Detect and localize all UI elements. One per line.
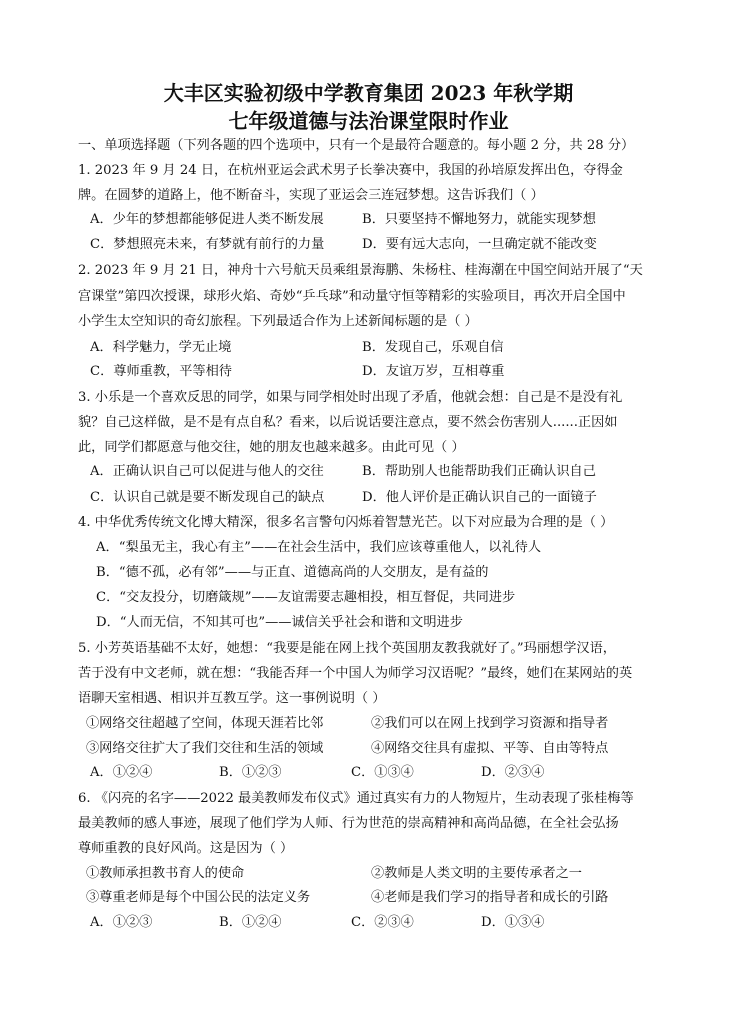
q1-stem-line1: 1. 2023 年 9 月 24 日，在杭州亚运会武术男子长拳决赛中，我国的孙培原发挥出色，夺得金 — [78, 163, 623, 178]
q2-option-a: A．科学魅力，学无止境 — [90, 340, 232, 355]
q5-option-d: D．②③④ — [481, 765, 545, 780]
q6-stem-line3: 尊师重教的良好风尚。这是因为（ ） — [78, 841, 294, 856]
q6-statement-1: ①教师承担教书育人的使命 — [86, 866, 245, 881]
q2-option-d: D．友谊万岁，互相尊重 — [362, 364, 505, 379]
q5-option-a: A．①②④ — [90, 765, 153, 780]
q6-statement-3: ③尊重老师是每个中国公民的法定义务 — [86, 890, 311, 905]
q1-option-c: C．梦想照亮未来，有梦就有前行的力量 — [90, 237, 325, 252]
q3-stem-line3: 此，同学们都愿意与他交往，她的朋友也越来越多。由此可见（ ） — [78, 440, 465, 455]
q4-option-b: B．“德不孤，必有邻”——与正直、道德高尚的人交朋友，是有益的 — [96, 565, 489, 580]
q3-stem-line1: 3. 小乐是一个喜欢反思的同学，如果与同学相处时出现了矛盾，他就会想：自己是不是没有礼 — [78, 390, 623, 405]
q5-option-c: C．①③④ — [351, 765, 414, 780]
exam-title-line2: 七年级道德与法治课堂限时作业 — [228, 109, 509, 133]
exam-title-line1: 大丰区实验初级中学教育集团 2023 年秋学期 — [163, 81, 574, 105]
q6-stem-line2: 最美教师的感人事迹，展现了他们学为人师、行为世范的崇高精神和高尚品德，在全社会弘扬 — [78, 816, 619, 831]
q5-statement-2: ②我们可以在网上找到学习资源和指导者 — [371, 716, 609, 731]
q2-stem-line1: 2. 2023 年 9 月 21 日，神舟十六号航天员乘组景海鹏、朱杨柱、桂海潮在中国空间站开展了“天 — [78, 263, 643, 278]
q2-option-b: B．发现自己，乐观自信 — [362, 340, 504, 355]
q1-stem-line2: 牌。在圆梦的道路上，他不断奋斗，实现了亚运会三连冠梦想。这告诉我们（ ） — [78, 188, 544, 203]
q4-option-a: A．“梨虽无主，我心有主”——在社会生活中，我们应该尊重他人，以礼待人 — [96, 540, 542, 555]
q2-stem-line2: 宫课堂”第四次授课，球形火焰、奇妙“乒乓球”和动量守恒等精彩的实验项目，再次开启全国中 — [78, 289, 626, 304]
q3-option-b: B．帮助别人也能帮助我们正确认识自己 — [362, 464, 596, 479]
q5-statement-3: ③网络交往扩大了我们交往和生活的领域 — [86, 741, 324, 756]
q5-statement-4: ④网络交往具有虚拟、平等、自由等特点 — [371, 741, 609, 756]
q3-option-a: A．正确认识自己可以促进与他人的交往 — [90, 464, 324, 479]
q6-stem-line1: 6. 《闪亮的名字——2022 最美教师发布仪式》通过真实有力的人物短片，生动表现了张桂梅等 — [78, 791, 634, 806]
q1-option-a: A．少年的梦想都能够促进人类不断发展 — [90, 212, 324, 227]
q6-option-b: B．①②④ — [219, 915, 282, 930]
section-header: 一、单项选择题（下列各题的四个选项中，只有一个是最符合题意的。每小题 2 分，共 28 分） — [78, 138, 635, 153]
q6-option-a: A．①②③ — [90, 915, 153, 930]
q6-statement-4: ④老师是我们学习的指导者和成长的引路 — [371, 890, 609, 905]
q3-stem-line2: 貌？自己这样做，是不是有点自私？看来，以后说话要注意点，要不然会伤害别人......正因如 — [78, 415, 618, 430]
q6-option-c: C．②③④ — [351, 915, 414, 930]
q4-option-d: D．“人而无信，不知其可也”——诚信关乎社会和谐和文明进步 — [96, 615, 463, 630]
q1-option-b: B．只要坚持不懈地努力，就能实现梦想 — [362, 212, 596, 227]
q3-option-c: C．认识自己就是要不断发现自己的缺点 — [90, 490, 325, 505]
q3-option-d: D．他人评价是正确认识自己的一面镜子 — [362, 490, 597, 505]
q5-stem-line3: 语聊天室相遇、相识并互教互学。这一事例说明（ ） — [78, 691, 386, 706]
q6-statement-2: ②教师是人类文明的主要传承者之一 — [371, 866, 582, 881]
q5-stem-line1: 5. 小芳英语基础不太好，她想：“我要是能在网上找个英国朋友教我就好了。”玛丽想学汉语， — [78, 641, 616, 656]
q4-stem-line1: 4. 中华优秀传统文化博大精深，很多名言警句闪烁着智慧光芒。以下对应最为合理的是（ ） — [78, 515, 614, 530]
q6-option-d: D．①③④ — [481, 915, 545, 930]
q5-option-b: B．①②③ — [219, 765, 282, 780]
q2-option-c: C．尊师重教，平等相待 — [90, 364, 232, 379]
q2-stem-line3: 小学生太空知识的奇幻旅程。下列最适合作为上述新闻标题的是（ ） — [78, 314, 478, 329]
q5-statement-1: ①网络交往超越了空间，体现天涯若比邻 — [86, 716, 324, 731]
q4-option-c: C．“交友投分，切磨箴规”——友谊需要志趣相投，相互督促，共同进步 — [96, 590, 516, 605]
q5-stem-line2: 苦于没有中文老师，就在想：“我能否拜一个中国人为师学习汉语呢？”最终，她们在某网站的英 — [78, 666, 633, 681]
q1-option-d: D．要有远大志向，一旦确定就不能改变 — [362, 237, 597, 252]
